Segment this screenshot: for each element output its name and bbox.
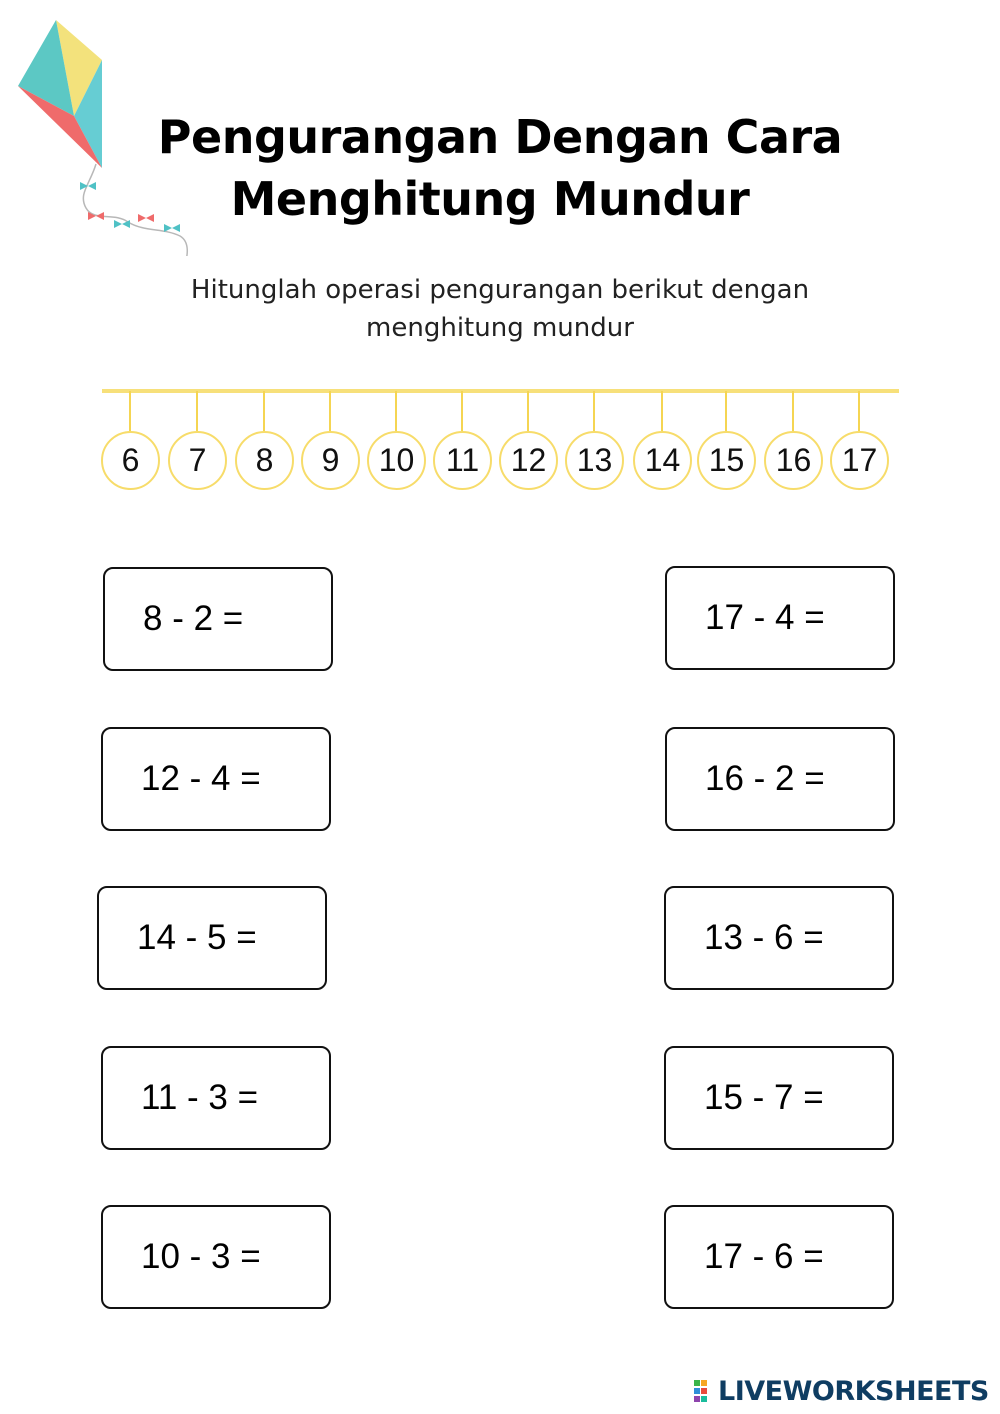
problem-box bbox=[664, 1205, 894, 1309]
number-bead-label: 14 bbox=[633, 431, 692, 490]
number-bead bbox=[301, 391, 361, 489]
problem-expression: 17 - 6 = bbox=[704, 1237, 824, 1276]
number-bead-label: 15 bbox=[697, 431, 756, 490]
problem-expression: 16 - 2 = bbox=[705, 759, 825, 798]
number-bead bbox=[764, 391, 824, 489]
problem-box bbox=[665, 566, 895, 670]
number-bead bbox=[235, 391, 295, 489]
instruction-line1: Hitunglah operasi pengurangan berikut dengan bbox=[190, 275, 810, 305]
problem-expression: 8 - 2 = bbox=[143, 599, 244, 638]
problem-box bbox=[101, 1205, 331, 1309]
answer-input[interactable] bbox=[273, 595, 317, 645]
number-bead-label: 12 bbox=[499, 431, 558, 490]
number-bead-label: 10 bbox=[367, 431, 426, 490]
problem-expression: 17 - 4 = bbox=[705, 598, 825, 637]
answer-input[interactable] bbox=[267, 914, 311, 964]
problem-box bbox=[101, 727, 331, 831]
number-bead bbox=[697, 391, 757, 489]
problem-box bbox=[103, 567, 333, 671]
answer-input[interactable] bbox=[835, 594, 879, 644]
number-bead bbox=[433, 391, 493, 489]
problem-expression: 14 - 5 = bbox=[137, 918, 257, 957]
page-title-line2: Menghitung Mundur bbox=[230, 172, 750, 226]
number-bead bbox=[101, 391, 161, 489]
problem-expression: 11 - 3 = bbox=[141, 1078, 259, 1117]
problem-box bbox=[664, 886, 894, 990]
number-bead-label: 9 bbox=[301, 431, 360, 490]
liveworksheets-logo-text: LIVEWORKSHEETS bbox=[718, 1375, 989, 1407]
liveworksheets-logo[interactable] bbox=[694, 1373, 989, 1409]
problem-expression: 12 - 4 = bbox=[141, 759, 261, 798]
problem-box bbox=[97, 886, 327, 990]
problem-box bbox=[665, 727, 895, 831]
problem-expression: 13 - 6 = bbox=[704, 918, 824, 957]
page-title-line1: Pengurangan Dengan Cara bbox=[157, 110, 843, 164]
problem-expression: 15 - 7 = bbox=[704, 1078, 824, 1117]
answer-input[interactable] bbox=[271, 1233, 315, 1283]
answer-input[interactable] bbox=[834, 1233, 878, 1283]
liveworksheets-icon bbox=[694, 1378, 716, 1404]
number-bead bbox=[367, 391, 427, 489]
instruction-line2: menghitung mundur bbox=[366, 313, 634, 343]
number-bead bbox=[633, 391, 693, 489]
number-bead-label: 7 bbox=[168, 431, 227, 490]
number-bead-label: 8 bbox=[235, 431, 294, 490]
answer-input[interactable] bbox=[834, 914, 878, 964]
number-bead bbox=[565, 391, 625, 489]
number-bead bbox=[168, 391, 228, 489]
number-bead-label: 11 bbox=[433, 431, 492, 490]
problem-expression: 10 - 3 = bbox=[141, 1237, 261, 1276]
number-bead-label: 6 bbox=[101, 431, 160, 490]
problem-box bbox=[664, 1046, 894, 1150]
answer-input[interactable] bbox=[834, 1074, 878, 1124]
answer-input[interactable] bbox=[271, 1074, 315, 1124]
number-bead-label: 17 bbox=[830, 431, 889, 490]
answer-input[interactable] bbox=[271, 755, 315, 805]
problem-box bbox=[101, 1046, 331, 1150]
number-bead-label: 13 bbox=[565, 431, 624, 490]
number-bead bbox=[499, 391, 559, 489]
answer-input[interactable] bbox=[835, 755, 879, 805]
number-bead bbox=[830, 391, 890, 489]
number-bead-label: 16 bbox=[764, 431, 823, 490]
